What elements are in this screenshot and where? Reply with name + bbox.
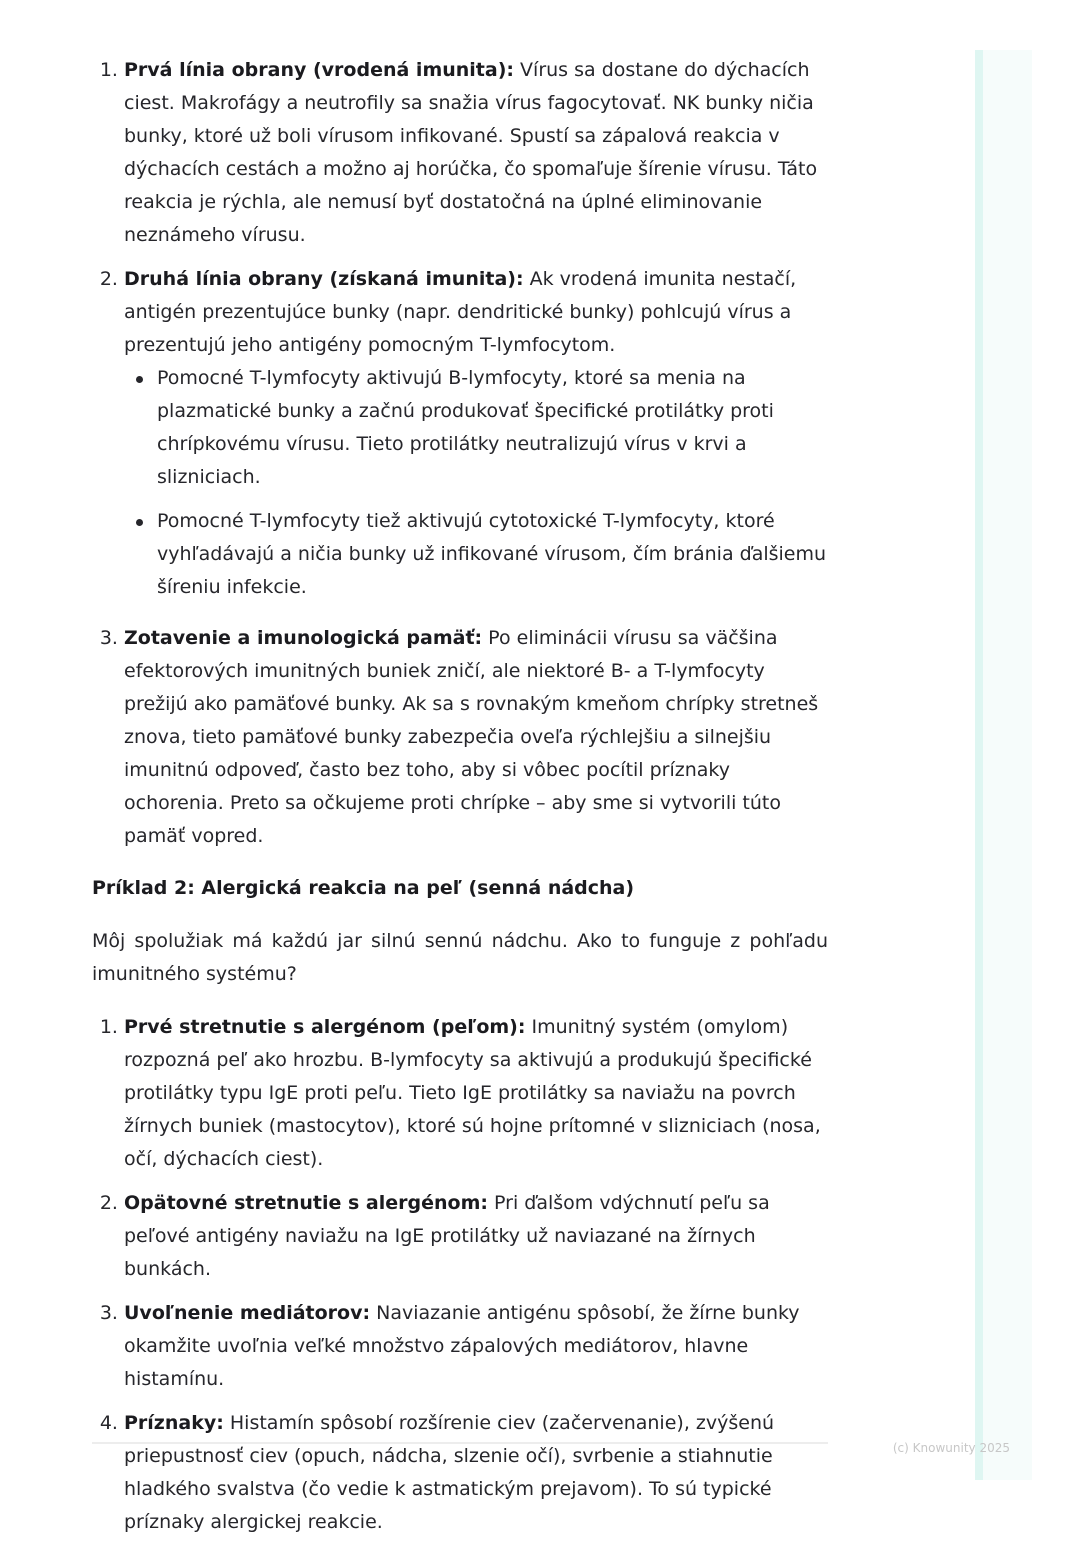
list-item	[124, 1407, 828, 1539]
item-title: Prvá línia obrany (vrodená imunita):	[124, 59, 514, 81]
bullet-list	[124, 362, 828, 604]
item-text: Pri ďalšom vdýchnutí peľu sa peľové antigény naviažu na IgE protilátky už naviazané na žírnych bunkách.	[124, 1192, 770, 1280]
list-item	[124, 54, 828, 252]
influenza-defense-list	[92, 54, 828, 853]
item-text: Po eliminácii vírusu sa väčšina efektorových imunitných buniek zničí, ale niektoré B- a T-lymfocyty prežijú ako pamäťové bunky. Ak sa s rovnakým kmeňom chrípky stretneš znova, tieto pamäťové bunky zabezpečia oveľa rýchlejšiu a silnejšiu imunitnú odpoveď, často bez toho, aby si vôbec pocítil príznaky ochorenia. Preto sa očkujeme proti chrípke – aby sme si vytvorili túto pamäť vopred.	[124, 627, 819, 847]
item-text: Naviazanie antigénu spôsobí, že žírne bunky okamžite uvoľnia veľké množstvo zápalových mediátorov, hlavne histamínu.	[124, 1302, 800, 1390]
side-panel	[975, 50, 1032, 1480]
item-text: Ak vrodená imunita nestačí, antigén prezentujúce bunky (napr. dendritické bunky) pohlcujú vírus a prezentujú jeho antigény pomocným T-lymfocytom.	[124, 268, 797, 356]
intro-paragraph: Môj spolužiak má každú jar silnú sennú nádchu. Ako to funguje z pohľadu imunitného systému?	[92, 930, 828, 985]
list-item	[124, 1297, 828, 1396]
bullet-item: Pomocné T-lymfocyty aktivujú B-lymfocyty, ktoré sa menia na plazmatické bunky a začnú produkovať špecifické protilátky proti chrípkovému vírusu. Tieto protilátky neutralizujú vírus v krvi a slizniciach.	[157, 362, 828, 494]
item-text: Imunitný systém (omylom) rozpozná peľ ako hrozbu. B-lymfocyty sa aktivujú a produkujú špecifické protilátky typu IgE proti peľu. Tieto IgE protilátky sa naviažu na povrch žírnych buniek (mastocytov), ktoré sú hojne prítomné v slizniciach (nosa, očí, dýchacích ciest).	[124, 1016, 821, 1170]
copyright-footer: (c) Knowunity 2025	[892, 1441, 1010, 1455]
list-item	[124, 1187, 828, 1286]
item-text: Vírus sa dostane do dýchacích ciest. Makrofágy a neutrofily sa snažia vírus fagocytovať. NK bunky ničia bunky, ktoré už boli vírusom infikované. Spustí sa zápalová reakcia v dýchacích cestách a možno aj horúčka, čo spomaľuje šírenie vírusu. Táto reakcia je rýchla, ale nemusí byť dostatočná na úplné eliminovanie neznámeho vírusu.	[124, 59, 818, 246]
list-item	[124, 1011, 828, 1176]
item-title: Prvé stretnutie s alergénom (peľom):	[124, 1016, 526, 1038]
document-body	[92, 50, 828, 1550]
item-text: Histamín spôsobí rozšírenie ciev (začervenanie), zvýšenú priepustnosť ciev (opuch, nádcha, slzenie očí), svrbenie a stiahnutie hladkého svalstva (čo vedie k astmatickým prejavom). To sú typické príznaky alergickej reakcie.	[124, 1412, 775, 1533]
section-heading: Príklad 2: Alergická reakcia na peľ (senná nádcha)	[92, 877, 635, 899]
item-title: Druhá línia obrany (získaná imunita):	[124, 268, 524, 290]
item-title: Uvoľnenie mediátorov:	[124, 1302, 371, 1324]
bullet-item: Pomocné T-lymfocyty tiež aktivujú cytotoxické T-lymfocyty, ktoré vyhľadávajú a ničia bunky už infikované vírusom, čím bránia ďalšiemu šíreniu infekcie.	[157, 505, 828, 604]
item-title: Zotavenie a imunologická pamäť:	[124, 627, 483, 649]
item-title: Príznaky:	[124, 1412, 224, 1434]
list-item	[124, 622, 828, 853]
side-panel-accent	[975, 50, 983, 1480]
footer-divider	[92, 1442, 828, 1444]
allergy-steps-list	[92, 1011, 828, 1539]
item-title: Opätovné stretnutie s alergénom:	[124, 1192, 488, 1214]
list-item	[124, 263, 828, 604]
